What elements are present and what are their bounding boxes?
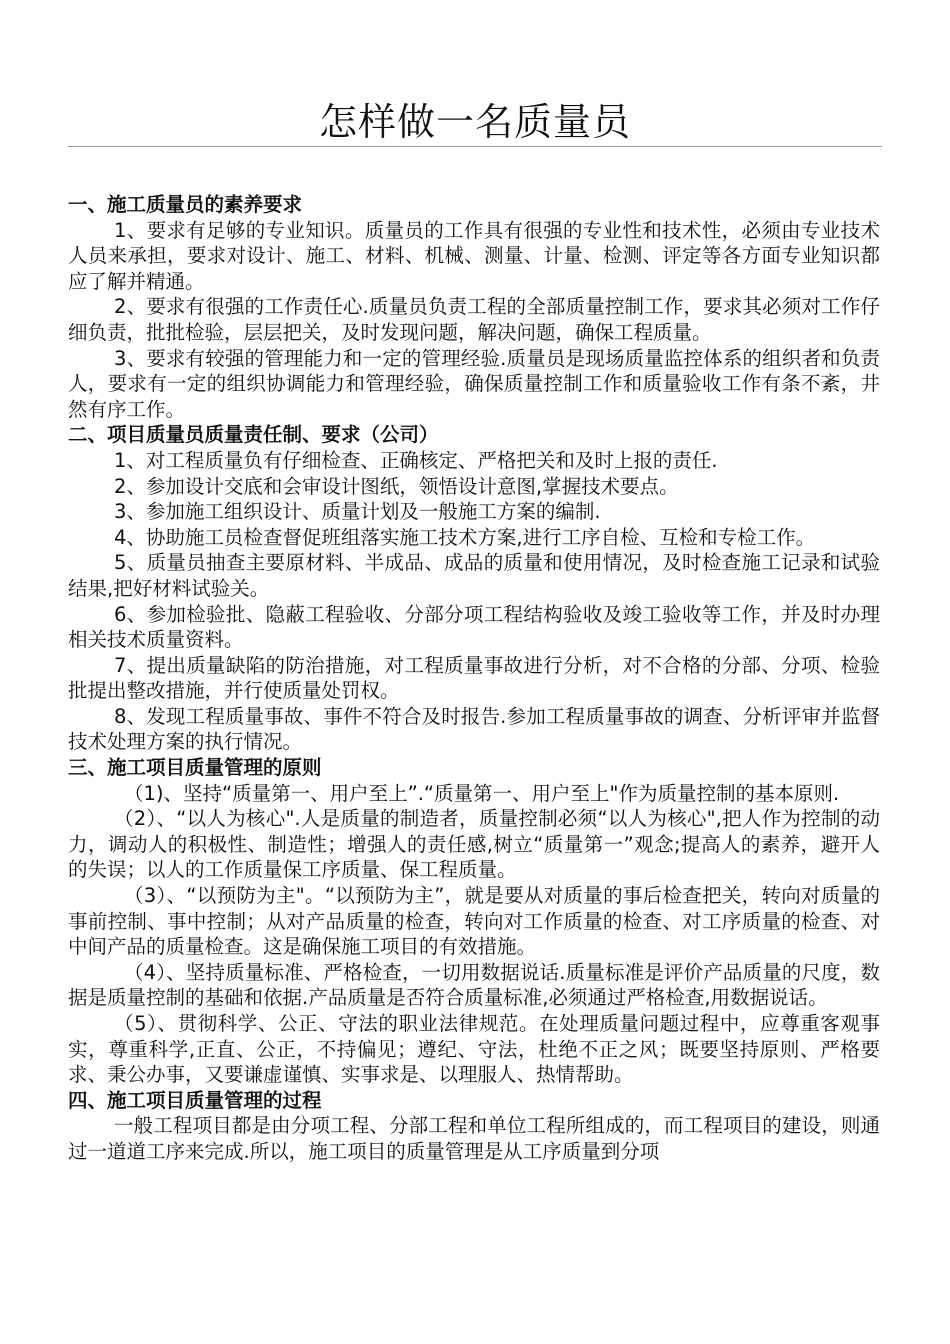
paragraph: 8、发现工程质量事故、事件不符合及时报告.参加工程质量事故的调查、分析评审并监督技术处理方案的执行情况。: [68, 704, 880, 754]
paragraph: 一般工程项目都是由分项工程、分部工程和单位工程所组成的，而工程项目的建设，则通过一道道工序来完成.所以，施工项目的质量管理是从工序质量到分项: [68, 1114, 880, 1163]
paragraph: 1、对工程质量负有仔细检查、正确核定、严格把关和及时上报的责任.: [114, 448, 718, 472]
section-heading: 一、施工质量员的素养要求: [68, 193, 303, 216]
title-divider: [68, 146, 882, 147]
document-body: [68, 192, 880, 1165]
paragraph: （3）、“以预防为主"。“以预防为主”，就是要从对质量的事后检查把关，转向对质量的事前控制、事中控制；从对产品质量的检查，转向对工作质量的检查、对工序质量的检查、对中间产品的质量检查。这是确保施工项目的有效措施。: [68, 884, 880, 959]
paragraph: （5）、贯彻科学、公正、守法的职业法律规范。在处理质量问题过程中，应尊重客观事实，尊重科学,正直、公正，不持偏见；遵纪、守法，杜绝不正之风；既要坚持原则、严格要求、秉公办事，又要谦虚谨慎、实事求是、以理服人、热情帮助。: [68, 1012, 880, 1087]
paragraph: 7、提出质量缺陷的防治措施，对工程质量事故进行分析，对不合格的分部、分项、检验批提出整改措施，并行使质量处罚权。: [68, 653, 880, 703]
section-heading: 三、施工项目质量管理的原则: [68, 756, 322, 780]
paragraph: （1)、坚持“质量第一、用户至上”.“质量第一、用户至上"作为质量控制的基本原则.: [124, 781, 840, 805]
paragraph: 3、要求有较强的管理能力和一定的管理经验.质量员是现场质量监控体系的组织者和负责人，要求有一定的组织协调能力和管理经验，确保质量控制工作和质量验收工作有条不紊，井然有序工作。: [68, 346, 880, 421]
page-title: 怎样做一名质量员: [318, 100, 631, 144]
paragraph: （2）、“以人为核心".人是质量的制造者，质量控制必须“以人为核心",把人作为控制的动力，调动人的积极性、制造性；增强人的责任感,树立“质量第一”观念;提高人的素养，避开人的失误；以人的工作质量保工序质量、保工程质量。: [68, 807, 880, 882]
paragraph: 5、质量员抽查主要原材料、半成品、成品的质量和使用情况，及时检查施工记录和试验结果,把好材料试验关。: [68, 551, 880, 600]
paragraph: 2、要求有很强的工作责任心.质量员负责工程的全部质量控制工作，要求其必须对工作仔细负责，批批检验，层层把关，及时发现问题，解决问题，确保工程质量。: [68, 295, 880, 344]
paragraph: 1、要求有足够的专业知识。质量员的工作具有很强的专业性和技术性，必须由专业技术人员来承担，要求对设计、施工、材料、机械、测量、计量、检测、评定等各方面专业知识都应了解并精通。: [68, 218, 880, 293]
paragraph: （4）、坚持质量标准、严格检查，一切用数据说话.质量标准是评价产品质量的尺度，数据是质量控制的基础和依据.产品质量是否符合质量标准,必须通过严格检查,用数据说话。: [68, 960, 880, 1010]
paragraph: 6、参加检验批、隐蔽工程验收、分部分项工程结构验收及竣工验收等工作，并及时办理相关技术质量资料。: [68, 602, 880, 652]
section-heading: 二、项目质量员质量责任制、要求（公司）: [68, 423, 439, 447]
section-heading: 四、施工项目质量管理的过程: [68, 1088, 322, 1112]
paragraph: 4、协助施工员检查督促班组落实施工技术方案,进行工序自检、互检和专检工作。: [114, 525, 816, 549]
paragraph: 3、参加施工组织设计、质量计划及一般施工方案的编制.: [114, 500, 601, 524]
paragraph: 2、参加设计交底和会审设计图纸，领悟设计意图,掌握技术要点。: [114, 474, 679, 498]
